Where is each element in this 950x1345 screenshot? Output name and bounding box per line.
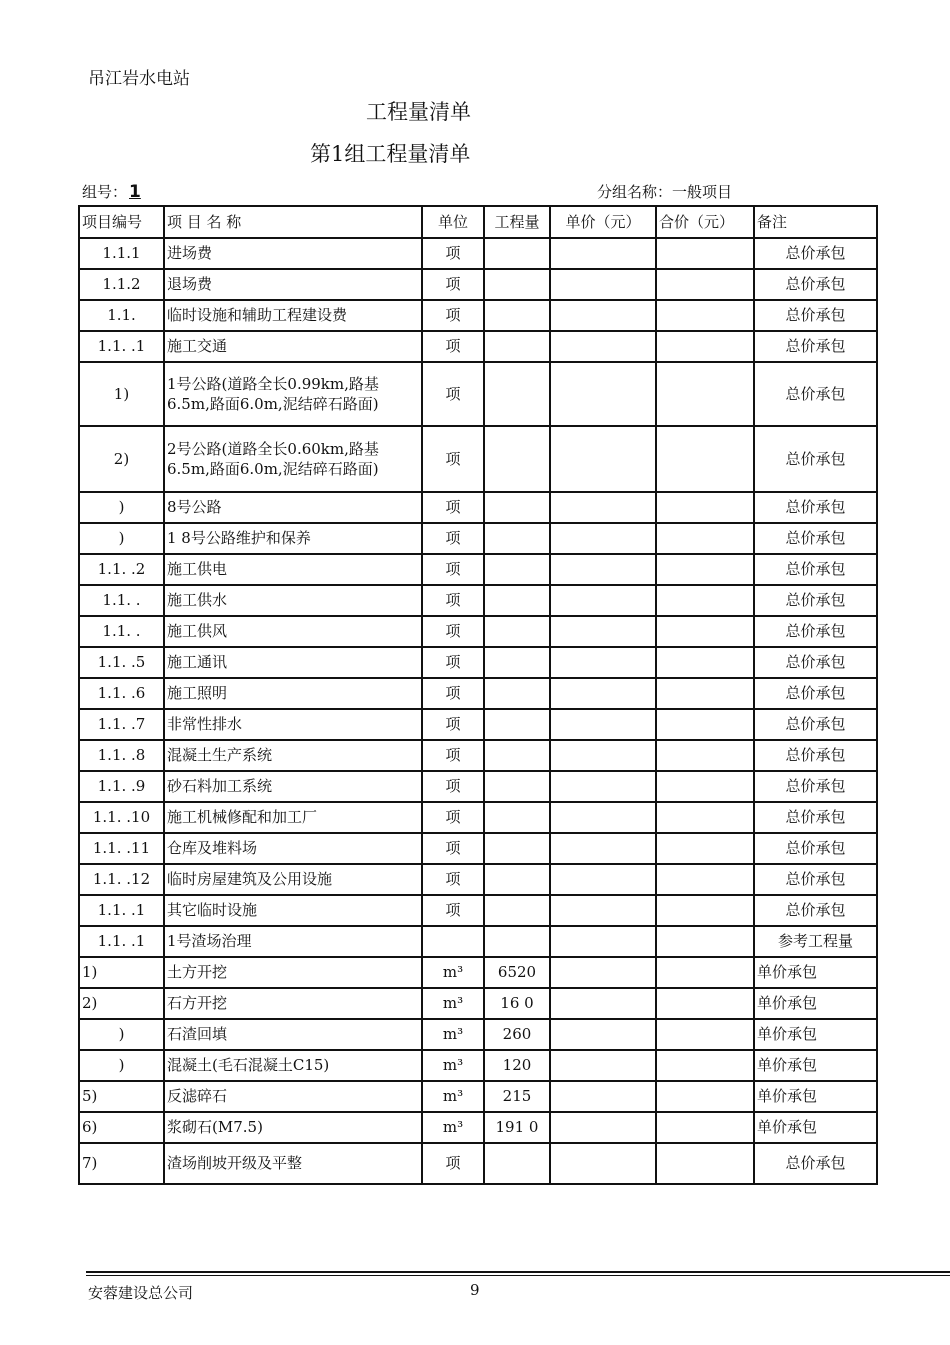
table-row [79,238,877,269]
cell-price [550,926,656,957]
col-header-total: 合价（元） [656,206,754,238]
cell-note: 总价承包 [754,238,877,269]
cell-total [656,647,754,678]
cell-total [656,802,754,833]
cell-code: 1.1. .11 [79,833,164,864]
cell-total [656,740,754,771]
cell-total [656,1143,754,1184]
cell-qty [484,426,550,492]
cell-qty: 16 0 [484,988,550,1019]
cell-total [656,771,754,802]
cell-code: 1.1. .10 [79,802,164,833]
cell-name: 砂石料加工系统 [164,771,422,802]
cell-price [550,709,656,740]
table-row [79,740,877,771]
cell-total [656,988,754,1019]
cell-price [550,740,656,771]
cell-name: 8号公路 [164,492,422,523]
col-header-name: 项 目 名 称 [164,206,422,238]
cell-name: 临时房屋建筑及公用设施 [164,864,422,895]
cell-qty [484,926,550,957]
cell-qty [484,1143,550,1184]
cell-note: 总价承包 [754,678,877,709]
table-row [79,771,877,802]
cell-code: ) [79,1050,164,1081]
cell-unit: m³ [422,1112,484,1143]
cell-qty [484,492,550,523]
cell-qty: 120 [484,1050,550,1081]
cell-note: 总价承包 [754,269,877,300]
table-row [79,926,877,957]
cell-price [550,1081,656,1112]
page-number: 9 [470,1281,480,1299]
cell-note: 总价承包 [754,300,877,331]
cell-qty [484,523,550,554]
cell-total [656,616,754,647]
cell-total [656,238,754,269]
cell-qty [484,740,550,771]
cell-note: 总价承包 [754,585,877,616]
footer-rule [86,1271,950,1273]
cell-code: 1.1. . [79,585,164,616]
cell-price [550,426,656,492]
cell-note: 单价承包 [754,988,877,1019]
cell-note: 总价承包 [754,895,877,926]
cell-name: 其它临时设施 [164,895,422,926]
cell-unit: 项 [422,647,484,678]
cell-code: ) [79,1019,164,1050]
table-row [79,1143,877,1184]
cell-unit: 项 [422,426,484,492]
cell-price [550,331,656,362]
quantity-table [78,205,878,1185]
cell-price [550,833,656,864]
cell-price [550,1019,656,1050]
cell-price [550,300,656,331]
cell-qty [484,300,550,331]
cell-note: 总价承包 [754,492,877,523]
cell-unit: 项 [422,740,484,771]
cell-price [550,647,656,678]
cell-note: 总价承包 [754,426,877,492]
cell-code: 1.1. .1 [79,926,164,957]
cell-unit: 项 [422,362,484,426]
page-subtitle: 第1组工程量清单 [310,142,471,166]
cell-code: 1.1. .1 [79,895,164,926]
table-row [79,864,877,895]
cell-price [550,523,656,554]
cell-price [550,771,656,802]
cell-qty: 215 [484,1081,550,1112]
table-row [79,895,877,926]
cell-code: 1.1. .2 [79,554,164,585]
cell-price [550,1050,656,1081]
table-row [79,269,877,300]
cell-code: 1.1.1 [79,238,164,269]
cell-name: 1 8号公路维护和保养 [164,523,422,554]
cell-code: 1.1. .7 [79,709,164,740]
table-row [79,585,877,616]
cell-unit: 项 [422,616,484,647]
cell-code: 1.1. .1 [79,331,164,362]
cell-name: 进场费 [164,238,422,269]
cell-code: 1) [79,362,164,426]
cell-note: 总价承包 [754,554,877,585]
cell-name: 石方开挖 [164,988,422,1019]
cell-code: 1.1. .5 [79,647,164,678]
cell-total [656,1081,754,1112]
cell-code: 1.1. [79,300,164,331]
cell-unit: 项 [422,523,484,554]
cell-price [550,554,656,585]
cell-price [550,492,656,523]
cell-name: 临时设施和辅助工程建设费 [164,300,422,331]
cell-code: 1.1. .12 [79,864,164,895]
cell-unit: m³ [422,1019,484,1050]
cell-note: 总价承包 [754,709,877,740]
cell-name: 石渣回填 [164,1019,422,1050]
cell-unit: 项 [422,833,484,864]
cell-name: 1号公路(道路全长0.99km,路基6.5m,路面6.0m,泥结碎石路面) [164,362,422,426]
cell-price [550,585,656,616]
cell-total [656,554,754,585]
cell-qty [484,554,550,585]
cell-code: 1.1. .6 [79,678,164,709]
cell-price [550,362,656,426]
group-number-label: 组号： [82,183,128,201]
cell-name: 非常性排水 [164,709,422,740]
table-row [79,833,877,864]
cell-unit: m³ [422,1081,484,1112]
cell-note: 参考工程量 [754,926,877,957]
page-title: 工程量清单 [366,100,471,124]
cell-name: 渣场削坡开级及平整 [164,1143,422,1184]
cell-note: 总价承包 [754,616,877,647]
table-row [79,647,877,678]
col-header-code: 项目编号 [79,206,164,238]
cell-name: 混凝土(毛石混凝土C15) [164,1050,422,1081]
cell-qty [484,833,550,864]
group-number-value: 1 [129,182,141,202]
cell-qty [484,238,550,269]
cell-unit: 项 [422,554,484,585]
cell-name: 施工交通 [164,331,422,362]
cell-name: 1号渣场治理 [164,926,422,957]
cell-unit: 项 [422,678,484,709]
cell-name: 2号公路(道路全长0.60km,路基6.5m,路面6.0m,泥结碎石路面) [164,426,422,492]
cell-total [656,362,754,426]
cell-qty: 260 [484,1019,550,1050]
cell-qty [484,678,550,709]
cell-price [550,895,656,926]
cell-code: 7) [79,1143,164,1184]
group-name: 分组名称：一般项目 [597,183,733,201]
cell-unit: 项 [422,771,484,802]
cell-note: 总价承包 [754,647,877,678]
col-header-unit: 单位 [422,206,484,238]
cell-total [656,864,754,895]
cell-total [656,585,754,616]
table-row [79,678,877,709]
cell-name: 施工供风 [164,616,422,647]
cell-price [550,864,656,895]
table-row [79,426,877,492]
cell-unit: 项 [422,802,484,833]
cell-qty [484,616,550,647]
cell-price [550,988,656,1019]
cell-unit: 项 [422,895,484,926]
col-header-price: 单价（元） [550,206,656,238]
cell-name: 施工机械修配和加工厂 [164,802,422,833]
cell-name: 浆砌石(M7.5) [164,1112,422,1143]
cell-unit: m³ [422,957,484,988]
table-row [79,616,877,647]
cell-qty: 191 0 [484,1112,550,1143]
cell-name: 施工供电 [164,554,422,585]
cell-unit: m³ [422,988,484,1019]
cell-name: 施工照明 [164,678,422,709]
cell-unit: m³ [422,1050,484,1081]
cell-code: 6) [79,1112,164,1143]
cell-total [656,709,754,740]
cell-total [656,678,754,709]
cell-price [550,238,656,269]
col-header-note: 备注 [754,206,877,238]
cell-total [656,833,754,864]
table-row [79,492,877,523]
cell-price [550,802,656,833]
cell-price [550,957,656,988]
cell-total [656,926,754,957]
cell-price [550,616,656,647]
cell-code: ) [79,492,164,523]
cell-code: 1) [79,957,164,988]
cell-note: 总价承包 [754,331,877,362]
cell-total [656,300,754,331]
cell-qty [484,802,550,833]
cell-unit: 项 [422,492,484,523]
cell-note: 总价承包 [754,802,877,833]
cell-code: 1.1. . [79,616,164,647]
cell-name: 仓库及堆料场 [164,833,422,864]
cell-unit: 项 [422,864,484,895]
cell-qty [484,647,550,678]
cell-total [656,269,754,300]
cell-name: 反滤碎石 [164,1081,422,1112]
cell-unit: 项 [422,300,484,331]
cell-total [656,523,754,554]
cell-code: 1.1.2 [79,269,164,300]
table-row [79,957,877,988]
table-row [79,802,877,833]
table-header-row [79,206,877,238]
cell-qty [484,362,550,426]
cell-unit: 项 [422,709,484,740]
cell-qty [484,895,550,926]
cell-qty [484,269,550,300]
cell-price [550,1143,656,1184]
footer-rule-thin [86,1275,950,1276]
cell-note: 总价承包 [754,1143,877,1184]
group-number [82,181,141,202]
col-header-qty: 工程量 [484,206,550,238]
cell-total [656,331,754,362]
cell-note: 总价承包 [754,771,877,802]
table-body [79,238,877,1184]
cell-total [656,1019,754,1050]
cell-note: 总价承包 [754,740,877,771]
cell-note: 总价承包 [754,833,877,864]
station-name: 吊江岩水电站 [88,69,190,89]
cell-total [656,1050,754,1081]
cell-unit: 项 [422,331,484,362]
table-row [79,988,877,1019]
cell-note: 总价承包 [754,362,877,426]
cell-code: 2) [79,988,164,1019]
cell-price [550,678,656,709]
cell-code: 5) [79,1081,164,1112]
cell-qty [484,331,550,362]
table-row [79,331,877,362]
cell-qty [484,585,550,616]
cell-total [656,895,754,926]
cell-note: 单价承包 [754,1050,877,1081]
cell-total [656,957,754,988]
cell-unit: 项 [422,269,484,300]
table-row [79,554,877,585]
cell-code: ) [79,523,164,554]
cell-note: 单价承包 [754,1112,877,1143]
cell-unit: 项 [422,238,484,269]
cell-qty [484,709,550,740]
cell-name: 土方开挖 [164,957,422,988]
cell-unit: 项 [422,585,484,616]
cell-qty [484,771,550,802]
cell-note: 单价承包 [754,1019,877,1050]
cell-name: 退场费 [164,269,422,300]
cell-name: 施工通讯 [164,647,422,678]
cell-note: 总价承包 [754,523,877,554]
cell-unit: 项 [422,1143,484,1184]
footer-company: 安蓉建设总公司 [88,1284,194,1302]
table-row [79,523,877,554]
table-row [79,1050,877,1081]
table-row [79,709,877,740]
cell-name: 施工供水 [164,585,422,616]
cell-note: 总价承包 [754,864,877,895]
table-row [79,362,877,426]
table-row [79,1019,877,1050]
cell-note: 单价承包 [754,1081,877,1112]
cell-total [656,1112,754,1143]
cell-qty [484,864,550,895]
table-row [79,300,877,331]
cell-unit [422,926,484,957]
cell-total [656,492,754,523]
cell-price [550,1112,656,1143]
cell-code: 1.1. .8 [79,740,164,771]
cell-note: 单价承包 [754,957,877,988]
cell-price [550,269,656,300]
table-row [79,1081,877,1112]
cell-code: 2) [79,426,164,492]
table-row [79,1112,877,1143]
cell-total [656,426,754,492]
cell-name: 混凝土生产系统 [164,740,422,771]
cell-qty: 6520 [484,957,550,988]
cell-code: 1.1. .9 [79,771,164,802]
